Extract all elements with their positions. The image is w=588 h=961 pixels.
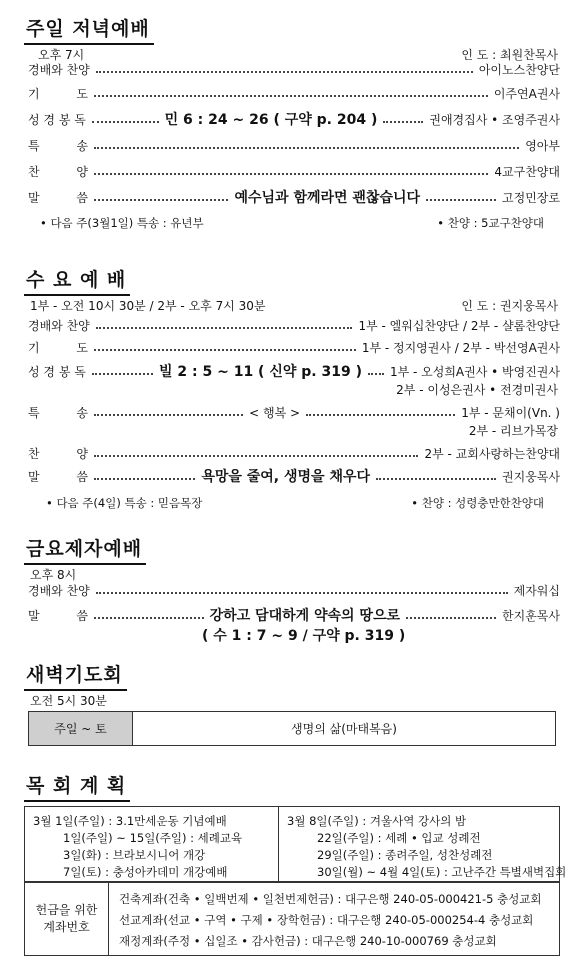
friday-row-praise [28, 581, 560, 599]
row-label: 기 도 [28, 340, 88, 355]
wednesday-next-special: • 다음 주(4일) 특송 : 믿음목장 [46, 496, 203, 510]
account-row: 선교계좌(선교 • 구역 • 구제 • 장학헌금) : 대구은행 240-05-000254-4 충성교회 [119, 913, 534, 927]
account-row: 건축계좌(건축 • 일백번제 • 일천번제헌금) : 대구은행 240-05-000421-5 충성교회 [119, 892, 542, 906]
row-label: 경배와 찬양 [28, 583, 90, 598]
row-label: 특 송 [28, 138, 88, 153]
accounts-list [119, 889, 542, 952]
wednesday-row-special [28, 403, 560, 421]
sunday-row-praise [28, 60, 560, 78]
row-person: 권지웅목사 [502, 469, 560, 484]
row-person: 1부 - 정지영권사 / 2부 - 박선영A권사 [361, 340, 560, 355]
row-label: 경배와 찬양 [28, 318, 90, 333]
accounts-box [24, 882, 560, 956]
dawn-schedule-table [28, 711, 556, 746]
row-person: 아이노스찬양단 [478, 62, 560, 77]
section-title-wednesday: 수 요 예 배 [24, 265, 130, 296]
plan-left-column [33, 813, 242, 881]
sermon-title: 예수님과 함께라면 괜찮습니다 [234, 190, 421, 206]
row-person: 권애경집사 • 조영주권사 [429, 112, 560, 127]
wednesday-next-choir: • 찬양 : 성령충만한찬양대 [411, 496, 544, 510]
sunday-row-prayer [28, 84, 560, 102]
account-row: 재정계좌(주정 • 십일조 • 감사헌금) : 대구은행 240-10-000769 충성교회 [119, 934, 497, 948]
friday-time: 오후 8시 [30, 568, 77, 582]
plan-right-column [287, 813, 566, 881]
row-person: 영아부 [525, 138, 560, 153]
row-person: 1부 - 문채이(Vn. ) [461, 405, 560, 420]
sunday-leader: 인 도 : 최원찬목사 [461, 48, 558, 62]
wednesday-row-praise [28, 316, 560, 334]
row-label: 특 송 [28, 405, 88, 420]
plan-item: 29일(주일) : 종려주일, 성찬성례전 [317, 848, 493, 862]
dawn-day-cell: 주일 ~ 토 [29, 712, 133, 746]
plan-item: 30일(월) ~ 4월 4일(토) : 고난주간 특별새벽집회 [317, 865, 567, 879]
row-person: 1부 - 오성희A권사 • 박영진권사 [389, 364, 560, 379]
dawn-text-cell: 생명의 삶(마태복음) [133, 712, 556, 746]
row-label: 말 씀 [28, 469, 88, 484]
row-person: 4교구찬양대 [494, 164, 560, 179]
dawn-time: 오전 5시 30분 [30, 694, 107, 708]
row-person: 한지훈목사 [502, 608, 560, 623]
sunday-next-special: • 다음 주(3월1일) 특송 : 유년부 [40, 216, 204, 230]
sunday-row-reading [28, 110, 560, 128]
plan-divider [278, 807, 279, 881]
row-label: 말 씀 [28, 608, 88, 623]
wednesday-row-prayer [28, 338, 560, 356]
plan-box [24, 806, 567, 882]
wednesday-reading-second: 2부 - 이성은권사 • 전경미권사 [396, 383, 558, 397]
row-person: 고정민장로 [502, 190, 560, 205]
scripture-ref: 빌 2 : 5 ~ 11 ( 신약 p. 319 ) [159, 364, 362, 380]
row-label: 성 경 봉 독 [28, 364, 86, 379]
sunday-row-sermon [28, 188, 560, 206]
wednesday-special-second: 2부 - 리브가목장 [468, 424, 558, 438]
plan-item: 3월 8일(주일) : 겨울사역 강사의 밤 [287, 814, 467, 828]
wednesday-row-sermon [28, 467, 560, 485]
scripture-ref: 민 6 : 24 ~ 26 ( 구약 p. 204 ) [164, 112, 378, 128]
plan-item: 3일(화) : 브라보시니어 개강 [63, 848, 206, 862]
wednesday-row-reading [28, 362, 560, 380]
row-label: 찬 양 [28, 446, 88, 461]
row-person: 2부 - 교회사랑하는찬양대 [424, 446, 560, 461]
row-label: 말 씀 [28, 190, 88, 205]
accounts-header-line: 헌금을 위한 [35, 903, 98, 917]
section-title-friday: 금요제자예배 [24, 534, 146, 565]
row-person: 이주연A권사 [493, 86, 560, 101]
plan-item: 3월 1일(주일) : 3.1만세운동 기념예배 [33, 814, 227, 828]
plan-item: 22일(주일) : 세례 • 입교 성례전 [317, 831, 481, 845]
wednesday-time: 1부 - 오전 10시 30분 / 2부 - 오후 7시 30분 [30, 299, 266, 313]
sunday-time: 오후 7시 [38, 48, 85, 62]
row-person: 1부 - 엘워십찬양단 / 2부 - 샬롬찬양단 [358, 318, 560, 333]
row-label: 기 도 [28, 86, 88, 101]
section-title-plan: 목 회 계 획 [24, 771, 130, 802]
section-title-dawn: 새벽기도회 [24, 660, 127, 691]
sunday-next-choir: • 찬양 : 5교구찬양대 [437, 216, 544, 230]
row-person: 제자워십 [513, 583, 560, 598]
plan-item: 1일(주일) ~ 15일(주일) : 세례교육 [63, 831, 243, 845]
wednesday-row-choir [28, 444, 560, 462]
special-song-title: < 행복 > [249, 405, 301, 420]
accounts-header-line: 계좌번호 [43, 920, 90, 934]
section-title-sunday: 주일 저녁예배 [24, 14, 154, 45]
row-label: 경배와 찬양 [28, 62, 90, 77]
sermon-title: 강하고 담대하게 약속의 땅으로 [209, 608, 401, 624]
friday-row-sermon [28, 606, 560, 624]
sermon-title: 욕망을 줄여, 생명을 채우다 [201, 469, 371, 485]
friday-scripture-ref: ( 수 1 : 7 ~ 9 / 구약 p. 319 ) [202, 628, 406, 644]
sunday-row-special [28, 136, 560, 154]
plan-item: 7일(토) : 충성아카데미 개강예배 [63, 865, 228, 879]
accounts-header [25, 883, 109, 955]
wednesday-leader: 인 도 : 권지웅목사 [461, 299, 558, 313]
row-label: 찬 양 [28, 164, 88, 179]
row-label: 성 경 봉 독 [28, 112, 86, 127]
sunday-row-choir [28, 162, 560, 180]
